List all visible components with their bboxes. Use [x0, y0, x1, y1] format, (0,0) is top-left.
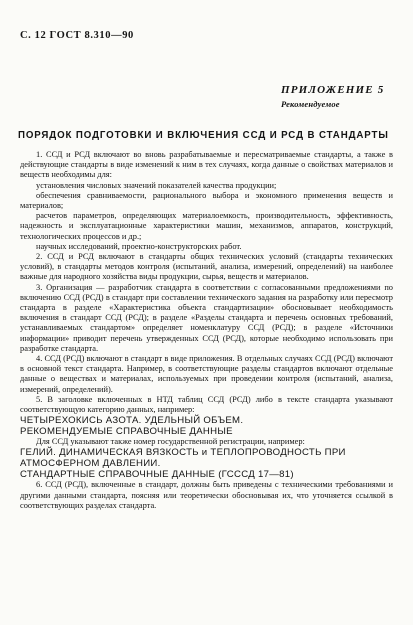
example-line: ГЕЛИЙ. ДИНАМИЧЕСКАЯ ВЯЗКОСТЬ и ТЕПЛОПРОВОДНОСТЬ ПРИ АТМОСФЕРНОМ ДАВЛЕНИИ.	[20, 447, 346, 470]
paragraph-5-note: Для ССД указывают также номер государственной регистрации, например:	[36, 437, 305, 447]
paragraph-4: 4. ССД (РСД) включают в стандарт в виде приложения. В отдельных случаях ССД (РСД) включают в основной текст стандарта. Например, в соответствующие разделы стандартов включают отдельные данные о веществах и материалах, используемых при проведении контроля (испытаний, анализа, измерений, определений).	[20, 354, 393, 394]
example-category-2	[20, 447, 393, 480]
example-line: РЕКОМЕНДУЕМЫЕ СПРАВОЧНЫЕ ДАННЫЕ	[20, 426, 233, 438]
example-category-1	[20, 415, 393, 437]
example-line: ЧЕТЫРЕХОКИСЬ АЗОТА. УДЕЛЬНЫЙ ОБЪЕМ.	[20, 415, 244, 427]
paragraph-1: 1. ССД и РСД включают во вновь разрабатываемые и пересматриваемые стандарты, а также в действующие стандарты в виде изменений к ним в тех случаях, когда данные о свойствах материалов и веществ необходимы для:	[20, 150, 393, 180]
paragraph-1-item: расчетов параметров, определяющих материалоемкость, производительность, эффективность, надежность и эксплуатационные характеристики машин, механизмов, аппаратов, конструкций, технологических процессов и др.;	[20, 211, 393, 241]
paragraph-2: 2. ССД и РСД включают в стандарты общих технических условий (стандарты технических условий), в стандарты методов контроля (испытаний, анализа, измерений, определений) на наиболее важные для народного хозяйства виды продукции, сырья, веществ и материалов.	[20, 252, 393, 282]
appendix-note: Рекомендуемое	[281, 99, 340, 109]
paragraph-1-item: обеспечения сравниваемости, рационального выбора и экономного применения веществ и материалов;	[20, 190, 393, 211]
paragraph-1-item: установления числовых значений показателей качества продукции;	[36, 180, 277, 190]
paragraph-3: 3. Организация — разработчик стандарта в соответствии с согласованными предложениями по включению ССД (РСД) в стандарт при составлении технического задания на разработку или пересмотр стандарта в разделе «Характеристика объекта стандартизации» обосновывает необходимость включения в стандарт ССД (РСД); в разделе «Разделы стандарта и перечень основных требований, устанавливаемых стандартом» определяет номенклатуру ССД (РСД); в разделе «Источники информации» приводит перечень утвержденных ССД (РСД), которые необходимо использовать при разработке стандарта.	[20, 282, 393, 353]
section-title: ПОРЯДОК ПОДГОТОВКИ И ВКЛЮЧЕНИЯ ССД И РСД В СТАНДАРТЫ	[18, 130, 389, 141]
example-line: СТАНДАРТНЫЕ СПРАВОЧНЫЕ ДАННЫЕ (ГСССД 17—81)	[20, 469, 294, 481]
paragraph-1-item: научных исследований, проектно-конструкторских работ.	[36, 241, 242, 251]
paragraph-6: 6. ССД (РСД), включенные в стандарт, должны быть приведены с техническими требованиями и другими данными стандарта, поясняя или теоретически обосновывая их, что уточняется ссылкой в соответствующих разделах стандарта.	[20, 480, 393, 510]
document-body	[20, 150, 393, 511]
page-header: С. 12 ГОСТ 8.310—90	[20, 30, 134, 41]
paragraph-5: 5. В заголовке включенных в НТД таблиц ССД (РСД) либо в тексте стандарта указывают соответствующую категорию данных, например:	[20, 394, 393, 415]
appendix-label: ПРИЛОЖЕНИЕ 5	[281, 84, 385, 96]
